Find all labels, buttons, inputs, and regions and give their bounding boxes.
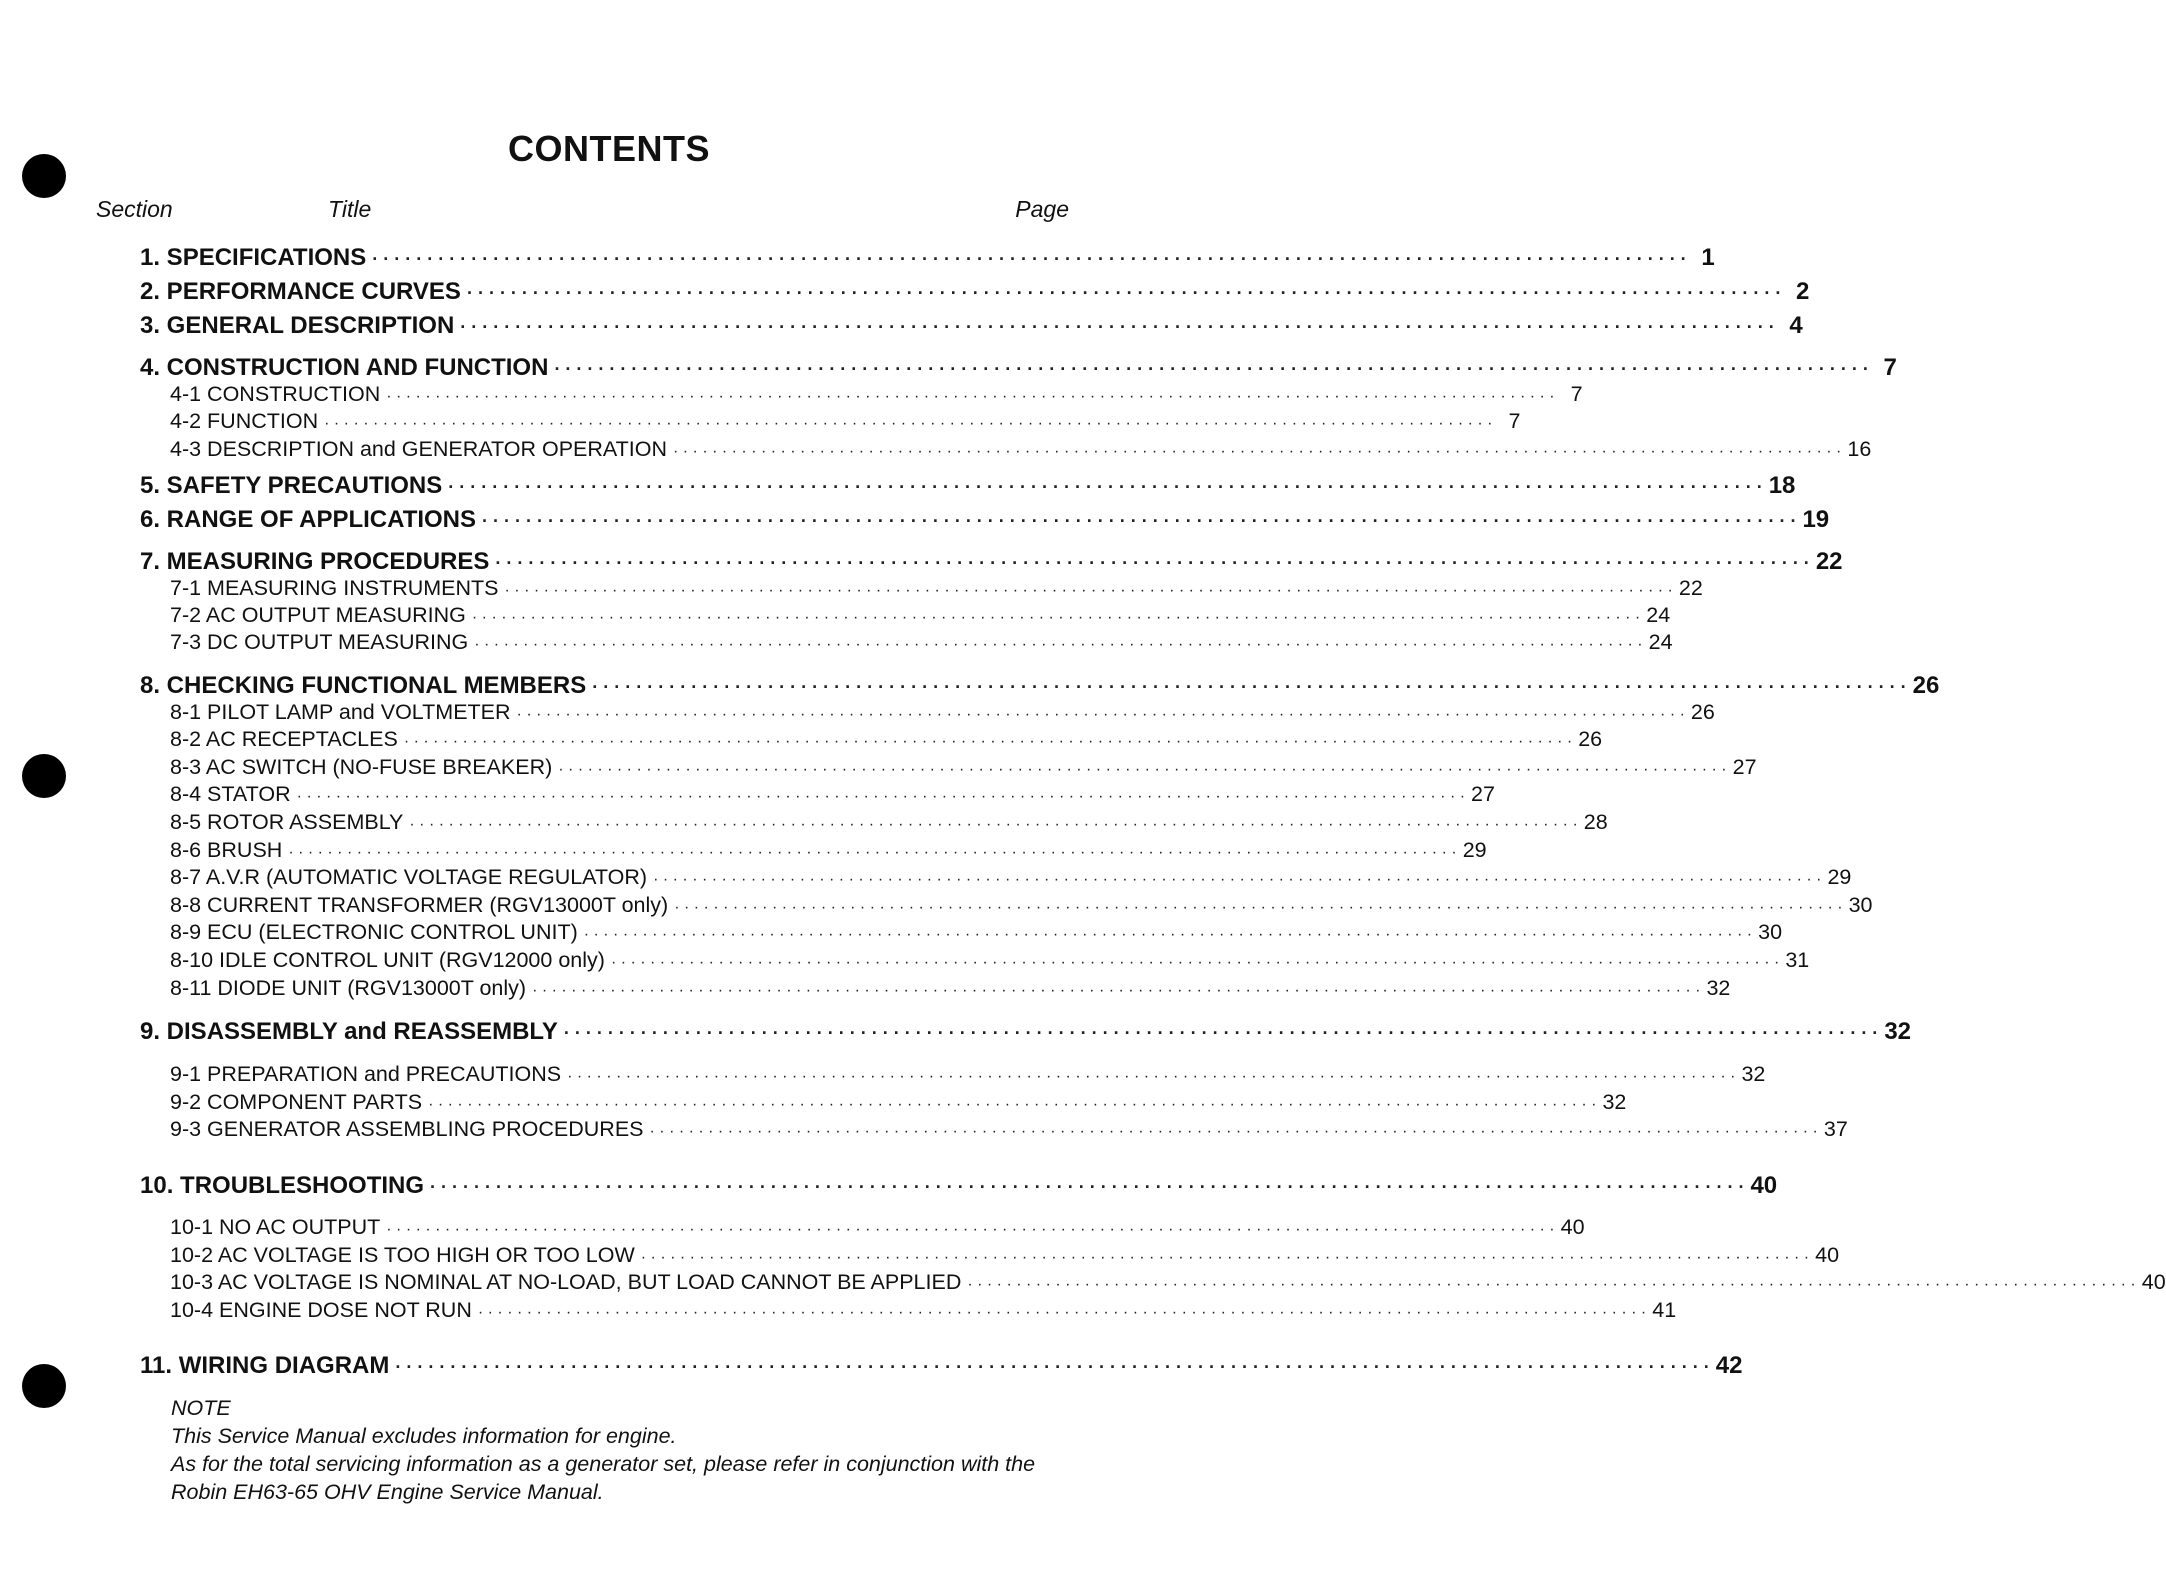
toc-entry-page-number: 29 — [1827, 865, 1852, 889]
note-line-1: This Service Manual excludes information for engine. — [171, 1424, 677, 1448]
toc-entry-page-number: 28 — [1583, 810, 1608, 834]
toc-entry-page-number: 42 — [1715, 1352, 1743, 1379]
toc-entry-title: 7-3 DC OUTPUT MEASURING — [170, 630, 469, 654]
toc-entry-page-number: 26 — [1578, 727, 1603, 751]
toc-subsection-entry — [170, 810, 1608, 835]
toc-entry-title: 11. WIRING DIAGRAM — [140, 1352, 390, 1379]
dot-leader: · · · · · · · · · · · · · · · · · · · · · · · · · · · · · · · · · · · · · · · · · · · · · · · · · · · · · · · · · · · · · · · · · · · · · · · · · · · · · · · · · · · · · · · · · · · · · · · · · · · · · · · · · · · · · · · · · · · · · · · · — [610, 954, 1780, 971]
toc-entry-page-number: 24 — [1646, 603, 1671, 627]
dot-leader: · · · · · · · · · · · · · · · · · · · · · · · · · · · · · · · · · · · · · · · · · · · · · · · · · · · · · · · · · · · · · · · · · · · · · · · · · · · · · · · · · · · · · · · · · · · · · · · · · · · · · · · · · · · · · · · · · · · · · · · · — [288, 844, 1457, 861]
toc-section-entry — [140, 312, 1803, 340]
toc-entry-title: 7-1 MEASURING INSTRUMENTS — [170, 576, 499, 600]
toc-entry-page-number: 30 — [1758, 920, 1783, 944]
toc-entry-page-number: 16 — [1847, 437, 1872, 461]
dot-leader: · · · · · · · · · · · · · · · · · · · · · · · · · · · · · · · · · · · · · · · · · · · · · · · · · · · · · · · · · · · · · · · · · · · · · · · · · · · · · · · · · · · · · · · · · · · · · · · · · · · · · · · · · · · · · · · · · · · · · · · · — [448, 477, 1763, 497]
toc-entry-title: 9-1 PREPARATION and PRECAUTIONS — [170, 1062, 562, 1086]
dot-leader: · · · · · · · · · · · · · · · · · · · · · · · · · · · · · · · · · · · · · · · · · · · · · · · · · · · · · · · · · · · · · · · · · · · · · · · · · · · · · · · · · · · · · · · · · · · · · · · · · · · · · · · · · · · · · · · · · · · · · · · · — [466, 283, 1782, 303]
toc-subsection-entry — [170, 437, 1872, 462]
toc-subsection-entry — [170, 948, 1810, 973]
dot-leader: · · · · · · · · · · · · · · · · · · · · · · · · · · · · · · · · · · · · · · · · · · · · · · · · · · · · · · · · · · · · · · · · · · · · · · · · · · · · · · · · · · · · · · · · · · · · · · · · · · · · · · · · · · · · · · · · · · · · · · · · — [482, 511, 1797, 531]
dot-leader: · · · · · · · · · · · · · · · · · · · · · · · · · · · · · · · · · · · · · · · · · · · · · · · · · · · · · · · · · · · · · · · · · · · · · · · · · · · · · · · · · · · · · · · · · · · · · · · · · · · · · · · · · · · · · · · · · · · · · · · · — [409, 816, 1578, 833]
toc-entry-title: 10-3 AC VOLTAGE IS NOMINAL AT NO-LOAD, BUT LOAD CANNOT BE APPLIED — [170, 1270, 962, 1294]
dot-leader: · · · · · · · · · · · · · · · · · · · · · · · · · · · · · · · · · · · · · · · · · · · · · · · · · · · · · · · · · · · · · · · · · · · · · · · · · · · · · · · · · · · · · · · · · · · · · · · · · · · · · · · · · · · · · · · · · · · · · · · · — [495, 553, 1810, 573]
toc-entry-page-number: 30 — [1848, 893, 1873, 917]
dot-leader: · · · · · · · · · · · · · · · · · · · · · · · · · · · · · · · · · · · · · · · · · · · · · · · · · · · · · · · · · · · · · · · · · · · · · · · · · · · · · · · · · · · · · · · · · · · · · · · · · · · · · · · · · · · · · · · · · · · · · · · · — [296, 788, 1466, 805]
toc-entry-page-number: 40 — [1560, 1215, 1585, 1239]
toc-entry-title: 10-1 NO AC OUTPUT — [170, 1215, 381, 1239]
dot-leader: · · · · · · · · · · · · · · · · · · · · · · · · · · · · · · · · · · · · · · · · · · · · · · · · · · · · · · · · · · · · · · · · · · · · · · · · · · · · · · · · · · · · · · · · · · · · · · · · · · · · · · · · · · · · · · · · · · · · · · · · — [516, 706, 1685, 723]
toc-entry-page-number: 18 — [1768, 472, 1796, 499]
toc-entry-page-number: 29 — [1462, 838, 1487, 862]
toc-entry-page-number: 40 — [1750, 1172, 1778, 1199]
toc-entry-title: 8. CHECKING FUNCTIONAL MEMBERS — [140, 672, 587, 699]
toc-section-entry — [140, 506, 1830, 534]
dot-leader: · · · · · · · · · · · · · · · · · · · · · · · · · · · · · · · · · · · · · · · · · · · · · · · · · · · · · · · · · · · · · · · · · · · · · · · · · · · · · · · · · · · · · · · · · · · · · · · · · · · · · · · · · · · · · · · · · · · · · · · · — [386, 388, 1555, 405]
toc-entry-page-number: 32 — [1602, 1090, 1627, 1114]
dot-leader: · · · · · · · · · · · · · · · · · · · · · · · · · · · · · · · · · · · · · · · · · · · · · · · · · · · · · · · · · · · · · · · · · · · · · · · · · · · · · · · · · · · · · · · · · · · · · · · · · · · · · · · · · · · · · · · · · · · · · · · · — [532, 982, 1701, 999]
toc-entry-page-number: 22 — [1678, 576, 1703, 600]
dot-leader: · · · · · · · · · · · · · · · · · · · · · · · · · · · · · · · · · · · · · · · · · · · · · · · · · · · · · · · · · · · · · · · · · · · · · · · · · · · · · · · · · · · · · · · · · · · · · · · · · · · · · · · · · · · · · · · · · · · · · · · · — [558, 761, 1727, 778]
dot-leader: · · · · · · · · · · · · · · · · · · · · · · · · · · · · · · · · · · · · · · · · · · · · · · · · · · · · · · · · · · · · · · · · · · · · · · · · · · · · · · · · · · · · · · · · · · · · · · · · · · · · · · · · · · · · · · · · · · · · · · · · — [653, 871, 1822, 888]
dot-leader: · · · · · · · · · · · · · · · · · · · · · · · · · · · · · · · · · · · · · · · · · · · · · · · · · · · · · · · · · · · · · · · · · · · · · · · · · · · · · · · · · · · · · · · · · · · · · · · · · · · · · · · · · · · · · · · · · · · · · · · · — [324, 415, 1493, 432]
toc-entry-title: 4. CONSTRUCTION AND FUNCTION — [140, 354, 549, 381]
toc-entry-title: 8-5 ROTOR ASSEMBLY — [170, 810, 404, 834]
toc-entry-title: 8-3 AC SWITCH (NO-FUSE BREAKER) — [170, 755, 553, 779]
toc-section-entry — [140, 244, 1715, 272]
note-line-3: Robin EH63-65 OHV Engine Service Manual. — [171, 1480, 604, 1504]
toc-entry-page-number: 24 — [1648, 630, 1673, 654]
dot-leader: · · · · · · · · · · · · · · · · · · · · · · · · · · · · · · · · · · · · · · · · · · · · · · · · · · · · · · · · · · · · · · · · · · · · · · · · · · · · · · · · · · · · · · · · · · · · · · · · · · · · · · · · · · · · · · · · · · · · · · · · — [474, 636, 1643, 653]
toc-section-entry — [140, 1018, 1912, 1046]
toc-entry-title: 10-4 ENGINE DOSE NOT RUN — [170, 1298, 472, 1322]
dot-leader: · · · · · · · · · · · · · · · · · · · · · · · · · · · · · · · · · · · · · · · · · · · · · · · · · · · · · · · · · · · · · · · · · · · · · · · · · · · · · · · · · · · · · · · · · · · · · · · · · · · · · · · · · · · · · · · · · · · · · · · · — [428, 1096, 1597, 1113]
toc-entry-page-number: 32 — [1706, 976, 1731, 1000]
toc-subsection-entry — [170, 409, 1521, 434]
toc-entry-title: 8-8 CURRENT TRANSFORMER (RGV13000T only) — [170, 893, 669, 917]
toc-entry-title: 10-2 AC VOLTAGE IS TOO HIGH OR TOO LOW — [170, 1243, 635, 1267]
dot-leader: · · · · · · · · · · · · · · · · · · · · · · · · · · · · · · · · · · · · · · · · · · · · · · · · · · · · · · · · · · · · · · · · · · · · · · · · · · · · · · · · · · · · · · · · · · · · · · · · · · · · · · · · · · · · · · · · · · · · · · · · — [504, 582, 1673, 599]
column-header-title: Title — [328, 196, 372, 222]
toc-entry-title: 8-6 BRUSH — [170, 838, 283, 862]
toc-entry-page-number: 26 — [1912, 672, 1940, 699]
note-block — [171, 1394, 1035, 1506]
toc-entry-page-number: 7 — [1570, 382, 1583, 406]
dot-leader: · · · · · · · · · · · · · · · · · · · · · · · · · · · · · · · · · · · · · · · · · · · · · · · · · · · · · · · · · · · · · · · · · · · · · · · · · · · · · · · · · · · · · · · · · · · · · · · · · · · · · · · · · · · · · · · · · · · · · · · · — [477, 1304, 1647, 1321]
dot-leader: · · · · · · · · · · · · · · · · · · · · · · · · · · · · · · · · · · · · · · · · · · · · · · · · · · · · · · · · · · · · · · · · · · · · · · · · · · · · · · · · · · · · · · · · · · · · · · · · · · · · · · · · · · · · · · · · · · · · · · · · — [386, 1221, 1555, 1238]
toc-subsection-entry — [170, 976, 1731, 1001]
toc-subsection-entry — [170, 700, 1715, 725]
toc-entry-title: 9. DISASSEMBLY and REASSEMBLY — [140, 1018, 558, 1045]
column-header-section: Section — [96, 196, 173, 222]
toc-entry-page-number: 1 — [1701, 244, 1715, 271]
toc-subsection-entry — [170, 1298, 1677, 1323]
toc-entry-title: 3. GENERAL DESCRIPTION — [140, 312, 455, 339]
toc-entry-page-number: 22 — [1815, 548, 1843, 575]
dot-leader: · · · · · · · · · · · · · · · · · · · · · · · · · · · · · · · · · · · · · · · · · · · · · · · · · · · · · · · · · · · · · · · · · · · · · · · · · · · · · · · · · · · · · · · · · · · · · · · · · · · · · · · · · · · · · · · · · · · · · · · · — [592, 677, 1907, 697]
toc-subsection-entry — [170, 382, 1583, 407]
toc-entry-title: 7-2 AC OUTPUT MEASURING — [170, 603, 466, 627]
toc-entry-page-number: 7 — [1883, 354, 1897, 381]
dot-leader: · · · · · · · · · · · · · · · · · · · · · · · · · · · · · · · · · · · · · · · · · · · · · · · · · · · · · · · · · · · · · · · · · · · · · · · · · · · · · · · · · · · · · · · · · · · · · · · · · · · · · · · · · · · · · · · · · · · · · · · · — [640, 1249, 1810, 1266]
toc-entry-page-number: 32 — [1884, 1018, 1912, 1045]
toc-subsection-entry — [170, 603, 1671, 628]
toc-entry-title: 4-3 DESCRIPTION and GENERATOR OPERATION — [170, 437, 667, 461]
dot-leader: · · · · · · · · · · · · · · · · · · · · · · · · · · · · · · · · · · · · · · · · · · · · · · · · · · · · · · · · · · · · · · · · · · · · · · · · · · · · · · · · · · · · · · · · · · · · · · · · · · · · · · · · · · · · · · · · · · · · · · · · — [471, 609, 1641, 626]
toc-subsection-entry — [170, 838, 1487, 863]
dot-leader: · · · · · · · · · · · · · · · · · · · · · · · · · · · · · · · · · · · · · · · · · · · · · · · · · · · · · · · · · · · · · · · · · · · · · · · · · · · · · · · · · · · · · · · · · · · · · · · · · · · · · · · · · · · · · · · · · · · · · · · · — [395, 1357, 1710, 1377]
toc-subsection-entry — [170, 1090, 1627, 1115]
toc-entry-page-number: 4 — [1789, 312, 1803, 339]
toc-subsection-entry — [170, 1215, 1585, 1240]
toc-subsection-entry — [170, 1243, 1840, 1268]
dot-leader: · · · · · · · · · · · · · · · · · · · · · · · · · · · · · · · · · · · · · · · · · · · · · · · · · · · · · · · · · · · · · · · · · · · · · · · · · · · · · · · · · · · · · · · · · · · · · · · · · · · · · · · · · · · · · · · · · · · · · · · · — [674, 899, 1843, 916]
toc-entry-page-number: 32 — [1741, 1062, 1766, 1086]
toc-section-entry — [140, 1172, 1778, 1200]
toc-entry-title: 8-2 AC RECEPTACLES — [170, 727, 398, 751]
page-title: CONTENTS — [508, 128, 710, 169]
dot-leader: · · · · · · · · · · · · · · · · · · · · · · · · · · · · · · · · · · · · · · · · · · · · · · · · · · · · · · · · · · · · · · · · · · · · · · · · · · · · · · · · · · · · · · · · · · · · · · · · · · · · · · · · · · · · · · · · · · · · · · · · — [567, 1068, 1736, 1085]
toc-entry-title: 9-3 GENERATOR ASSEMBLING PROCEDURES — [170, 1117, 644, 1141]
toc-entry-page-number: 41 — [1652, 1298, 1677, 1322]
dot-leader: · · · · · · · · · · · · · · · · · · · · · · · · · · · · · · · · · · · · · · · · · · · · · · · · · · · · · · · · · · · · · · · · · · · · · · · · · · · · · · · · · · · · · · · · · · · · · · · · · · · · · · · · · · · · · · · · · · · · · · · · — [460, 317, 1775, 337]
toc-subsection-entry — [170, 1270, 2166, 1295]
toc-entry-page-number: 2 — [1796, 278, 1810, 305]
toc-entry-page-number: 40 — [1815, 1243, 1840, 1267]
toc-subsection-entry — [170, 576, 1703, 601]
toc-entry-title: 8-7 A.V.R (AUTOMATIC VOLTAGE REGULATOR) — [170, 865, 648, 889]
toc-section-entry — [140, 548, 1843, 576]
toc-entry-title: 8-10 IDLE CONTROL UNIT (RGV12000 only) — [170, 948, 605, 972]
dot-leader: · · · · · · · · · · · · · · · · · · · · · · · · · · · · · · · · · · · · · · · · · · · · · · · · · · · · · · · · · · · · · · · · · · · · · · · · · · · · · · · · · · · · · · · · · · · · · · · · · · · · · · · · · · · · · · · · · · · · · · · · — [430, 1177, 1745, 1197]
toc-entry-page-number: 7 — [1508, 409, 1521, 433]
toc-section-entry — [140, 1352, 1743, 1380]
dot-leader: · · · · · · · · · · · · · · · · · · · · · · · · · · · · · · · · · · · · · · · · · · · · · · · · · · · · · · · · · · · · · · · · · · · · · · · · · · · · · · · · · · · · · · · · · · · · · · · · · · · · · · · · · · · · · · · · · · · · · · · · — [563, 1023, 1879, 1043]
toc-subsection-entry — [170, 630, 1673, 655]
toc-section-entry — [140, 472, 1796, 500]
toc-entry-page-number: 37 — [1823, 1117, 1848, 1141]
toc-subsection-entry — [170, 755, 1757, 780]
toc-entry-title: 9-2 COMPONENT PARTS — [170, 1090, 423, 1114]
dot-leader: · · · · · · · · · · · · · · · · · · · · · · · · · · · · · · · · · · · · · · · · · · · · · · · · · · · · · · · · · · · · · · · · · · · · · · · · · · · · · · · · · · · · · · · · · · · · · · · · · · · · · · · · · · · · · · · · · · · · · · · · — [673, 443, 1842, 460]
toc-entry-title: 4-1 CONSTRUCTION — [170, 382, 381, 406]
dot-leader: · · · · · · · · · · · · · · · · · · · · · · · · · · · · · · · · · · · · · · · · · · · · · · · · · · · · · · · · · · · · · · · · · · · · · · · · · · · · · · · · · · · · · · · · · · · · · · · · · · · · · · · · · · · · · · · · · · · · · · · · — [967, 1276, 2136, 1293]
dot-leader: · · · · · · · · · · · · · · · · · · · · · · · · · · · · · · · · · · · · · · · · · · · · · · · · · · · · · · · · · · · · · · · · · · · · · · · · · · · · · · · · · · · · · · · · · · · · · · · · · · · · · · · · · · · · · · · · · · · · · · · · — [372, 249, 1687, 269]
toc-section-entry — [140, 354, 1897, 382]
toc-entry-page-number: 31 — [1785, 948, 1810, 972]
toc-section-entry — [140, 278, 1810, 306]
dot-leader: · · · · · · · · · · · · · · · · · · · · · · · · · · · · · · · · · · · · · · · · · · · · · · · · · · · · · · · · · · · · · · · · · · · · · · · · · · · · · · · · · · · · · · · · · · · · · · · · · · · · · · · · · · · · · · · · · · · · · · · · — [403, 733, 1573, 750]
dot-leader: · · · · · · · · · · · · · · · · · · · · · · · · · · · · · · · · · · · · · · · · · · · · · · · · · · · · · · · · · · · · · · · · · · · · · · · · · · · · · · · · · · · · · · · · · · · · · · · · · · · · · · · · · · · · · · · · · · · · · · · · — [583, 926, 1753, 943]
dot-leader: · · · · · · · · · · · · · · · · · · · · · · · · · · · · · · · · · · · · · · · · · · · · · · · · · · · · · · · · · · · · · · · · · · · · · · · · · · · · · · · · · · · · · · · · · · · · · · · · · · · · · · · · · · · · · · · · · · · · · · · · — [554, 359, 1869, 379]
toc-entry-title: 7. MEASURING PROCEDURES — [140, 548, 490, 575]
toc-section-entry — [140, 672, 1940, 700]
note-heading: NOTE — [171, 1396, 231, 1420]
toc-entry-title: 4-2 FUNCTION — [170, 409, 319, 433]
toc-entry-title: 8-1 PILOT LAMP and VOLTMETER — [170, 700, 511, 724]
toc-entry-page-number: 27 — [1732, 755, 1757, 779]
toc-subsection-entry — [170, 865, 1852, 890]
toc-subsection-entry — [170, 893, 1873, 918]
toc-entry-title: 8-4 STATOR — [170, 782, 291, 806]
toc-entry-page-number: 19 — [1802, 506, 1830, 533]
toc-entry-page-number: 27 — [1471, 782, 1495, 806]
toc-subsection-entry — [170, 727, 1603, 752]
toc-entry-title: 6. RANGE OF APPLICATIONS — [140, 506, 477, 533]
column-header-page: Page — [1015, 196, 1069, 222]
toc-entry-title: 5. SAFETY PRECAUTIONS — [140, 472, 443, 499]
note-line-2: As for the total servicing information as a generator set, please refer in conjunction with the — [171, 1452, 1036, 1476]
toc-entry-title: 2. PERFORMANCE CURVES — [140, 278, 461, 305]
toc-subsection-entry — [170, 920, 1783, 945]
toc-subsection-entry — [170, 782, 1495, 807]
toc-entry-page-number: 40 — [2141, 1270, 2166, 1294]
toc-entry-title: 8-11 DIODE UNIT (RGV13000T only) — [170, 976, 527, 1000]
toc-entry-title: 8-9 ECU (ELECTRONIC CONTROL UNIT) — [170, 920, 578, 944]
dot-leader: · · · · · · · · · · · · · · · · · · · · · · · · · · · · · · · · · · · · · · · · · · · · · · · · · · · · · · · · · · · · · · · · · · · · · · · · · · · · · · · · · · · · · · · · · · · · · · · · · · · · · · · · · · · · · · · · · · · · · · · · — [649, 1123, 1818, 1140]
toc-entry-page-number: 26 — [1690, 700, 1715, 724]
toc-entry-title: 1. SPECIFICATIONS — [140, 244, 367, 271]
toc-subsection-entry — [170, 1117, 1848, 1142]
toc-entry-title: 10. TROUBLESHOOTING — [140, 1172, 425, 1199]
toc-subsection-entry — [170, 1062, 1766, 1087]
